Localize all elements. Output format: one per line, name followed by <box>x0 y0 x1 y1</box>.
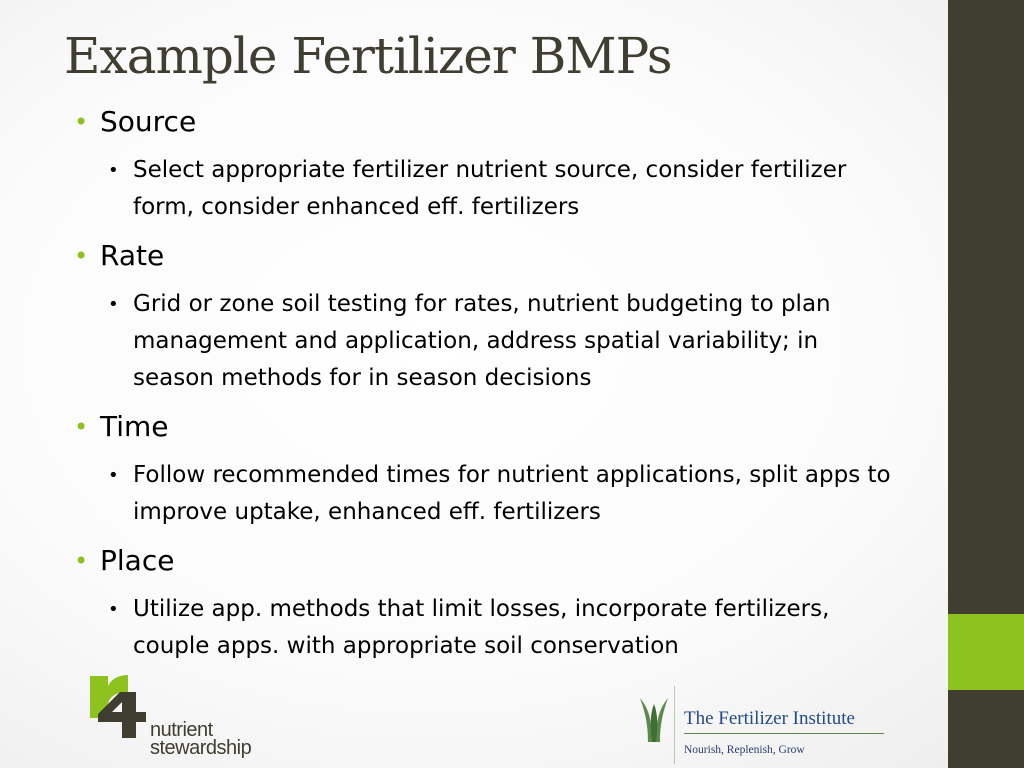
bullet-detail-text: Select appropriate fertilizer nutrient source, consider fertilizer form, consider enhanced eff. fertilizers <box>133 157 847 220</box>
bullet-detail <box>108 591 903 665</box>
bullet-dot-icon: • <box>108 465 119 486</box>
bullet-heading <box>74 543 934 579</box>
bullet-detail-text: Follow recommended times for nutrient applications, split apps to improve uptake, enhanced eff. fertilizers <box>133 462 891 525</box>
bullet-dot-icon: • <box>74 108 89 136</box>
bullet-section-place <box>74 543 934 665</box>
institute-name: The Fertilizer Institute <box>684 708 855 729</box>
bullet-heading-text: Time <box>100 410 169 443</box>
fertilizer-institute-logo <box>640 684 930 764</box>
bullet-dot-icon: • <box>74 413 89 441</box>
logo-divider <box>674 686 675 764</box>
bullet-heading-text: Source <box>100 105 197 138</box>
bullet-dot-icon: • <box>74 242 89 270</box>
bullet-dot-icon: • <box>108 160 119 181</box>
bullet-dot-icon: • <box>108 294 119 315</box>
nutrient-stewardship-logo <box>90 672 290 764</box>
bullet-detail-text: Grid or zone soil testing for rates, nutrient budgeting to plan management and application, address spatial variability; in season methods for in season decisions <box>133 291 831 391</box>
bullet-heading-text: Place <box>100 544 175 577</box>
bullet-section-source <box>74 104 934 226</box>
wheat-leaf-icon <box>640 698 668 742</box>
bullet-detail-text: Utilize app. methods that limit losses, incorporate fertilizers, couple apps. with appropriate soil conservation <box>133 596 830 659</box>
bullet-dot-icon: • <box>74 547 89 575</box>
bullet-heading <box>74 409 934 445</box>
institute-tagline: Nourish, Replenish, Grow <box>684 744 805 756</box>
bullet-section-time <box>74 409 934 531</box>
bullet-heading <box>74 238 934 274</box>
logo-rule <box>684 733 884 734</box>
bullet-section-rate <box>74 238 934 397</box>
slide-title: Example Fertilizer BMPs <box>64 27 672 85</box>
bullet-heading <box>74 104 934 140</box>
bullet-detail <box>108 457 903 531</box>
logo-text-line2: stewardship <box>150 737 252 759</box>
bullet-list <box>74 104 934 677</box>
bullet-detail <box>108 286 903 397</box>
sidebar-accent-block <box>948 614 1024 690</box>
bullet-dot-icon: • <box>108 599 119 620</box>
bullet-heading-text: Rate <box>100 239 165 272</box>
logo-text-line1: nutrient <box>150 719 213 741</box>
bullet-detail <box>108 152 903 226</box>
